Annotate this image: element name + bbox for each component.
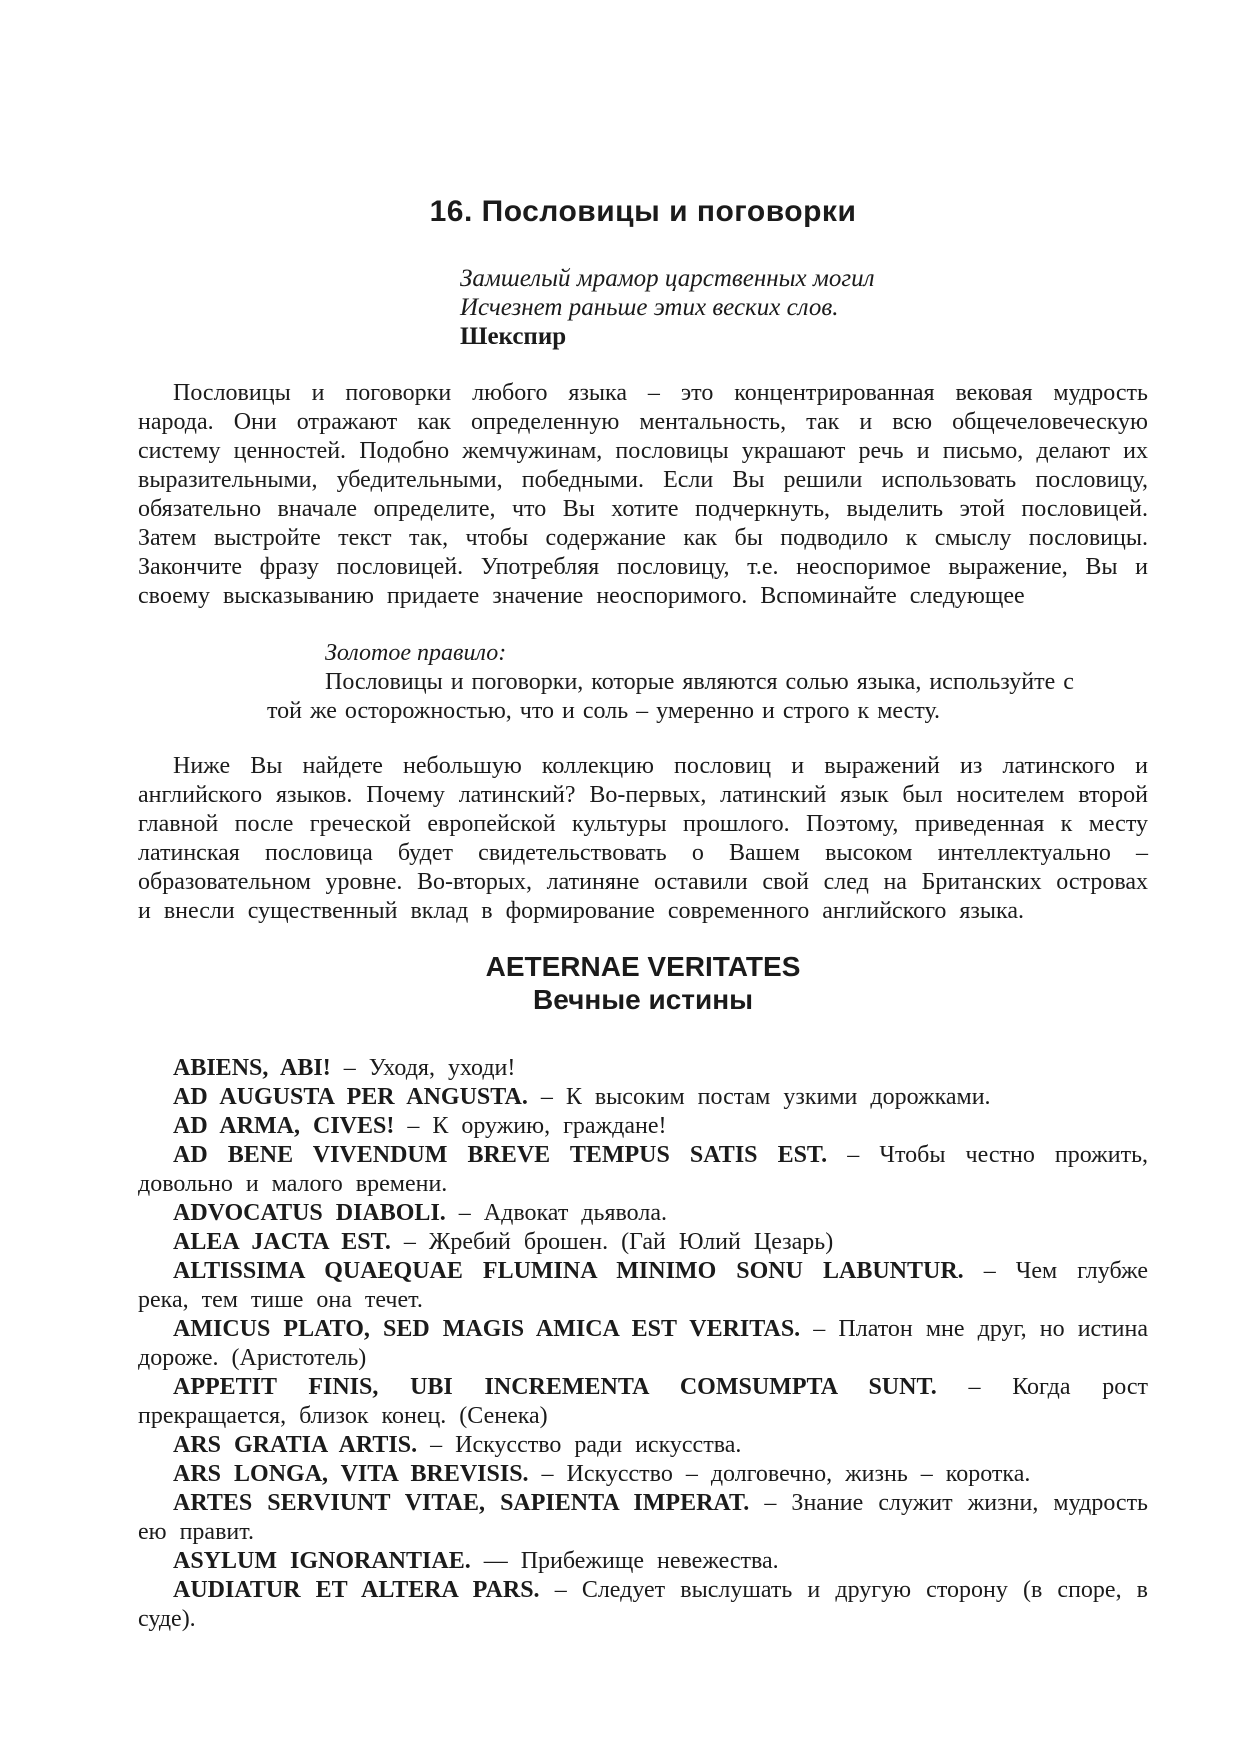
list-item xyxy=(138,1547,1148,1576)
proverb-translation: Знание служит жизни, мудрость ею правит. xyxy=(138,1490,1148,1545)
proverb-separator: – xyxy=(458,1200,471,1226)
proverb-translation: Чем глубже река, тем тише она течет. xyxy=(138,1258,1148,1313)
proverb-translation: Жребий брошен. (Гай Юлий Цезарь) xyxy=(428,1229,834,1255)
intro-paragraph: Пословицы и поговорки любого языка – это концентрированная вековая мудрость народа. Они отражают как определенную ментальность, так и всю общечеловеческую систему ценностей. Подобно жемчужинам, пословицы украшают речь и письмо, делают их выразительными, убедительными, победными. Если Вы решили использовать пословицу, обязательно вначале определите, что Вы хотите подчеркнуть, выделить этой пословицей. Затем выстройте текст так, чтобы содержание как бы подводило к смыслу пословицы. Закончите фразу пословицей. Употребляя пословицу, т.е. неоспоримое выражение, Вы и своему высказыванию придаете значение неоспоримого. Вспоминайте следующее xyxy=(138,380,1148,609)
page-title: 16. Пословицы и поговорки xyxy=(429,195,857,228)
proverb-latin: AUDIATUR ET ALTERA PARS. xyxy=(173,1577,540,1603)
proverb-separator: — xyxy=(483,1548,508,1574)
proverb-latin: AD AUGUSTA PER ANGUSTA. xyxy=(173,1084,528,1110)
proverb-latin: AD ARMA, CIVES! xyxy=(173,1113,395,1139)
proverb-translation: Искусство ради искусства. xyxy=(455,1432,742,1458)
golden-rule-block xyxy=(267,639,1107,726)
proverb-translation: Платон мне друг, но истина дороже. (Аристотель) xyxy=(138,1316,1149,1371)
proverb-latin: APPETIT FINIS, UBI INCREMENTA COMSUMPTA SUNT. xyxy=(173,1374,937,1400)
collection-paragraph: Ниже Вы найдете небольшую коллекцию пословиц и выражений из латинского и английского языков. Почему латинский? Во-первых, латинский язык был носителем второй главной после греческой европейской культуры прошлого. Поэтому, приведенная к месту латинская пословица будет свидетельствовать о Вашем высоком интеллектуально – образовательном уровне. Во-вторых, латиняне оставили свой след на Британских островах и внесли существенный вклад в формирование современного английского языка. xyxy=(138,753,1148,924)
proverb-latin: AMICUS PLATO, SED MAGIS AMICA EST VERITAS. xyxy=(173,1316,801,1342)
proverb-translation: Прибежище невежества. xyxy=(520,1548,779,1574)
proverb-latin: ADVOCATUS DIABOLI. xyxy=(173,1200,446,1226)
proverb-separator: – xyxy=(554,1577,567,1603)
proverb-separator: – xyxy=(540,1084,553,1110)
proverb-latin: ABIENS, ABI! xyxy=(173,1055,331,1081)
proverb-translation: К оружию, граждане! xyxy=(432,1113,667,1139)
proverb-separator: – xyxy=(407,1113,420,1139)
list-item xyxy=(138,1054,1148,1083)
epigraph-line-1: Замшелый мрамор царственных могил xyxy=(460,265,875,292)
golden-rule-text: Пословицы и поговорки, которые являются солью языка, используйте с той же осторожностью, что и соль – умеренно и строго к месту. xyxy=(267,669,1074,724)
list-item xyxy=(138,1199,1148,1228)
list-item xyxy=(138,1431,1148,1460)
proverb-translation: Следует выслушать и другую сторону (в споре, в суде). xyxy=(138,1577,1149,1632)
proverb-latin: ARTES SERVIUNT VITAE, SAPIENTA IMPERAT. xyxy=(173,1490,750,1516)
list-item xyxy=(138,1141,1148,1199)
list-item xyxy=(138,1460,1148,1489)
proverb-separator: – xyxy=(430,1432,443,1458)
proverb-separator: – xyxy=(968,1374,981,1400)
epigraph-author: Шекспир xyxy=(460,323,567,350)
section-title-russian: Вечные истины xyxy=(532,984,754,1015)
epigraph-line-2: Исчезнет раньше этих веских слов. xyxy=(460,294,839,321)
proverb-translation: Уходя, уходи! xyxy=(368,1055,516,1081)
proverb-separator: – xyxy=(847,1142,860,1168)
proverb-separator: – xyxy=(813,1316,826,1342)
proverb-translation: Когда рост прекращается, близок конец. (Сенека) xyxy=(138,1374,1149,1429)
list-item xyxy=(138,1373,1148,1431)
epigraph xyxy=(460,264,1148,351)
list-item xyxy=(138,1228,1148,1257)
golden-rule-heading: Золотое правило: xyxy=(325,640,507,666)
list-item xyxy=(138,1315,1148,1373)
proverb-separator: – xyxy=(403,1229,416,1255)
section-heading xyxy=(138,950,1148,1016)
proverb-translation: Искусство – долговечно, жизнь – коротка. xyxy=(566,1461,1031,1487)
list-item xyxy=(138,1257,1148,1315)
proverb-translation: Адвокат дьявола. xyxy=(483,1200,667,1226)
proverb-translation: К высоким постам узкими дорожками. xyxy=(565,1084,991,1110)
proverb-separator: – xyxy=(343,1055,356,1081)
proverb-separator: – xyxy=(764,1490,777,1516)
list-item xyxy=(138,1112,1148,1141)
proverb-list xyxy=(138,1054,1148,1634)
proverb-latin: ARS GRATIA ARTIS. xyxy=(173,1432,418,1458)
proverb-latin: ALEA JACTA EST. xyxy=(173,1229,391,1255)
section-title-latin: AETERNAE VERITATES xyxy=(485,951,801,982)
list-item xyxy=(138,1083,1148,1112)
proverb-latin: AD BENE VIVENDUM BREVE TEMPUS SATIS EST. xyxy=(173,1142,828,1168)
proverb-translation: Чтобы честно прожить, довольно и малого времени. xyxy=(138,1142,1149,1197)
list-item xyxy=(138,1576,1148,1634)
proverb-latin: ARS LONGA, VITA BREVISIS. xyxy=(173,1461,529,1487)
proverb-separator: – xyxy=(541,1461,554,1487)
list-item xyxy=(138,1489,1148,1547)
proverb-latin: ALTISSIMA QUAEQUAE FLUMINA MINIMO SONU LABUNTUR. xyxy=(173,1258,964,1284)
proverb-separator: – xyxy=(983,1258,996,1284)
proverb-latin: ASYLUM IGNORANTIAE. xyxy=(173,1548,471,1574)
